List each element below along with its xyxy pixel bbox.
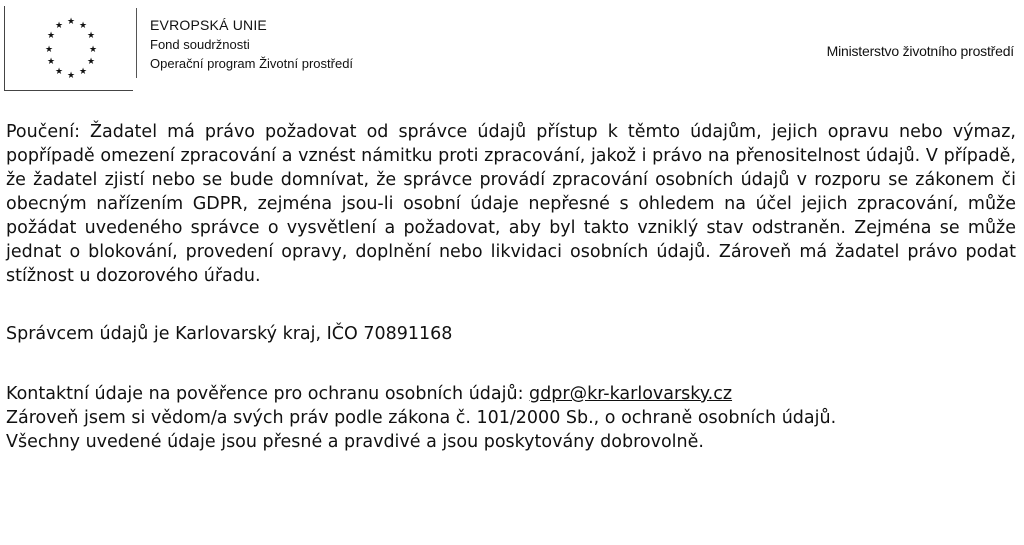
svg-text:★: ★ bbox=[54, 21, 64, 31]
svg-text:★: ★ bbox=[44, 45, 54, 55]
svg-text:★: ★ bbox=[86, 57, 96, 67]
header-divider bbox=[136, 8, 137, 78]
document-header bbox=[0, 0, 1024, 100]
eu-line-fund: Fond soudržnosti bbox=[150, 37, 250, 52]
svg-text:★: ★ bbox=[88, 45, 98, 55]
svg-text:★: ★ bbox=[78, 67, 88, 77]
document-body bbox=[6, 120, 1016, 454]
eu-line-program: Operační program Životní prostředí bbox=[150, 56, 354, 71]
svg-text:★: ★ bbox=[78, 21, 88, 31]
contact-line bbox=[6, 382, 1016, 406]
eu-logo-box bbox=[4, 6, 133, 91]
eu-flag-stars-icon bbox=[5, 6, 133, 90]
svg-text:★: ★ bbox=[66, 71, 76, 81]
svg-text:★: ★ bbox=[66, 17, 76, 27]
svg-text:★: ★ bbox=[46, 57, 56, 67]
eu-program-text bbox=[150, 16, 353, 73]
svg-text:★: ★ bbox=[86, 31, 96, 41]
truthfulness-line: Všechny uvedené údaje jsou přesné a pravdivé a jsou poskytovány dobrovolně. bbox=[6, 432, 704, 452]
controller-line: Správcem údajů je Karlovarský kraj, IČO 70891168 bbox=[6, 324, 453, 344]
eu-line-union: EVROPSKÁ UNIE bbox=[150, 17, 267, 33]
contact-email-link[interactable]: gdpr@kr-karlovarsky.cz bbox=[529, 384, 733, 404]
ministry-name: Ministerstvo životního prostředí bbox=[826, 43, 1014, 59]
notice-paragraph bbox=[6, 120, 1016, 288]
svg-text:★: ★ bbox=[46, 31, 56, 41]
svg-text:★: ★ bbox=[54, 67, 64, 77]
acknowledgement-line: Zároveň jsem si vědom/a svých práv podle zákona č. 101/2000 Sb., o ochraně osobních údajů. bbox=[6, 408, 837, 428]
notice-lead: Poučení: bbox=[6, 122, 80, 142]
contact-label: Kontaktní údaje na pověřence pro ochranu osobních údajů: bbox=[6, 384, 524, 404]
notice-text: Žadatel má právo požadovat od správce údajů přístup k těmto údajům, jejich opravu nebo výmaz, popřípadě omezení zpracování a vznést námitku proti zpracování, jakož i právo na přenositelnost údajů. V případě, že žadatel zjistí nebo se bude domnívat, že správce provádí zpracování osobních údajů v rozporu se zákonem či obecným nařízením GDPR, zejména jsou-li osobní údaje nepřesné s ohledem na účel jejich zpracování, může požádat uvedeného správce o vysvětlení a požadovat, aby byl takto vzniklý stav odstraněn. Zejména se může jednat o blokování, provedení opravy, doplnění nebo likvidaci osobních údajů. Zároveň má žadatel právo podat stížnost u dozorového úřadu. bbox=[6, 122, 1016, 286]
